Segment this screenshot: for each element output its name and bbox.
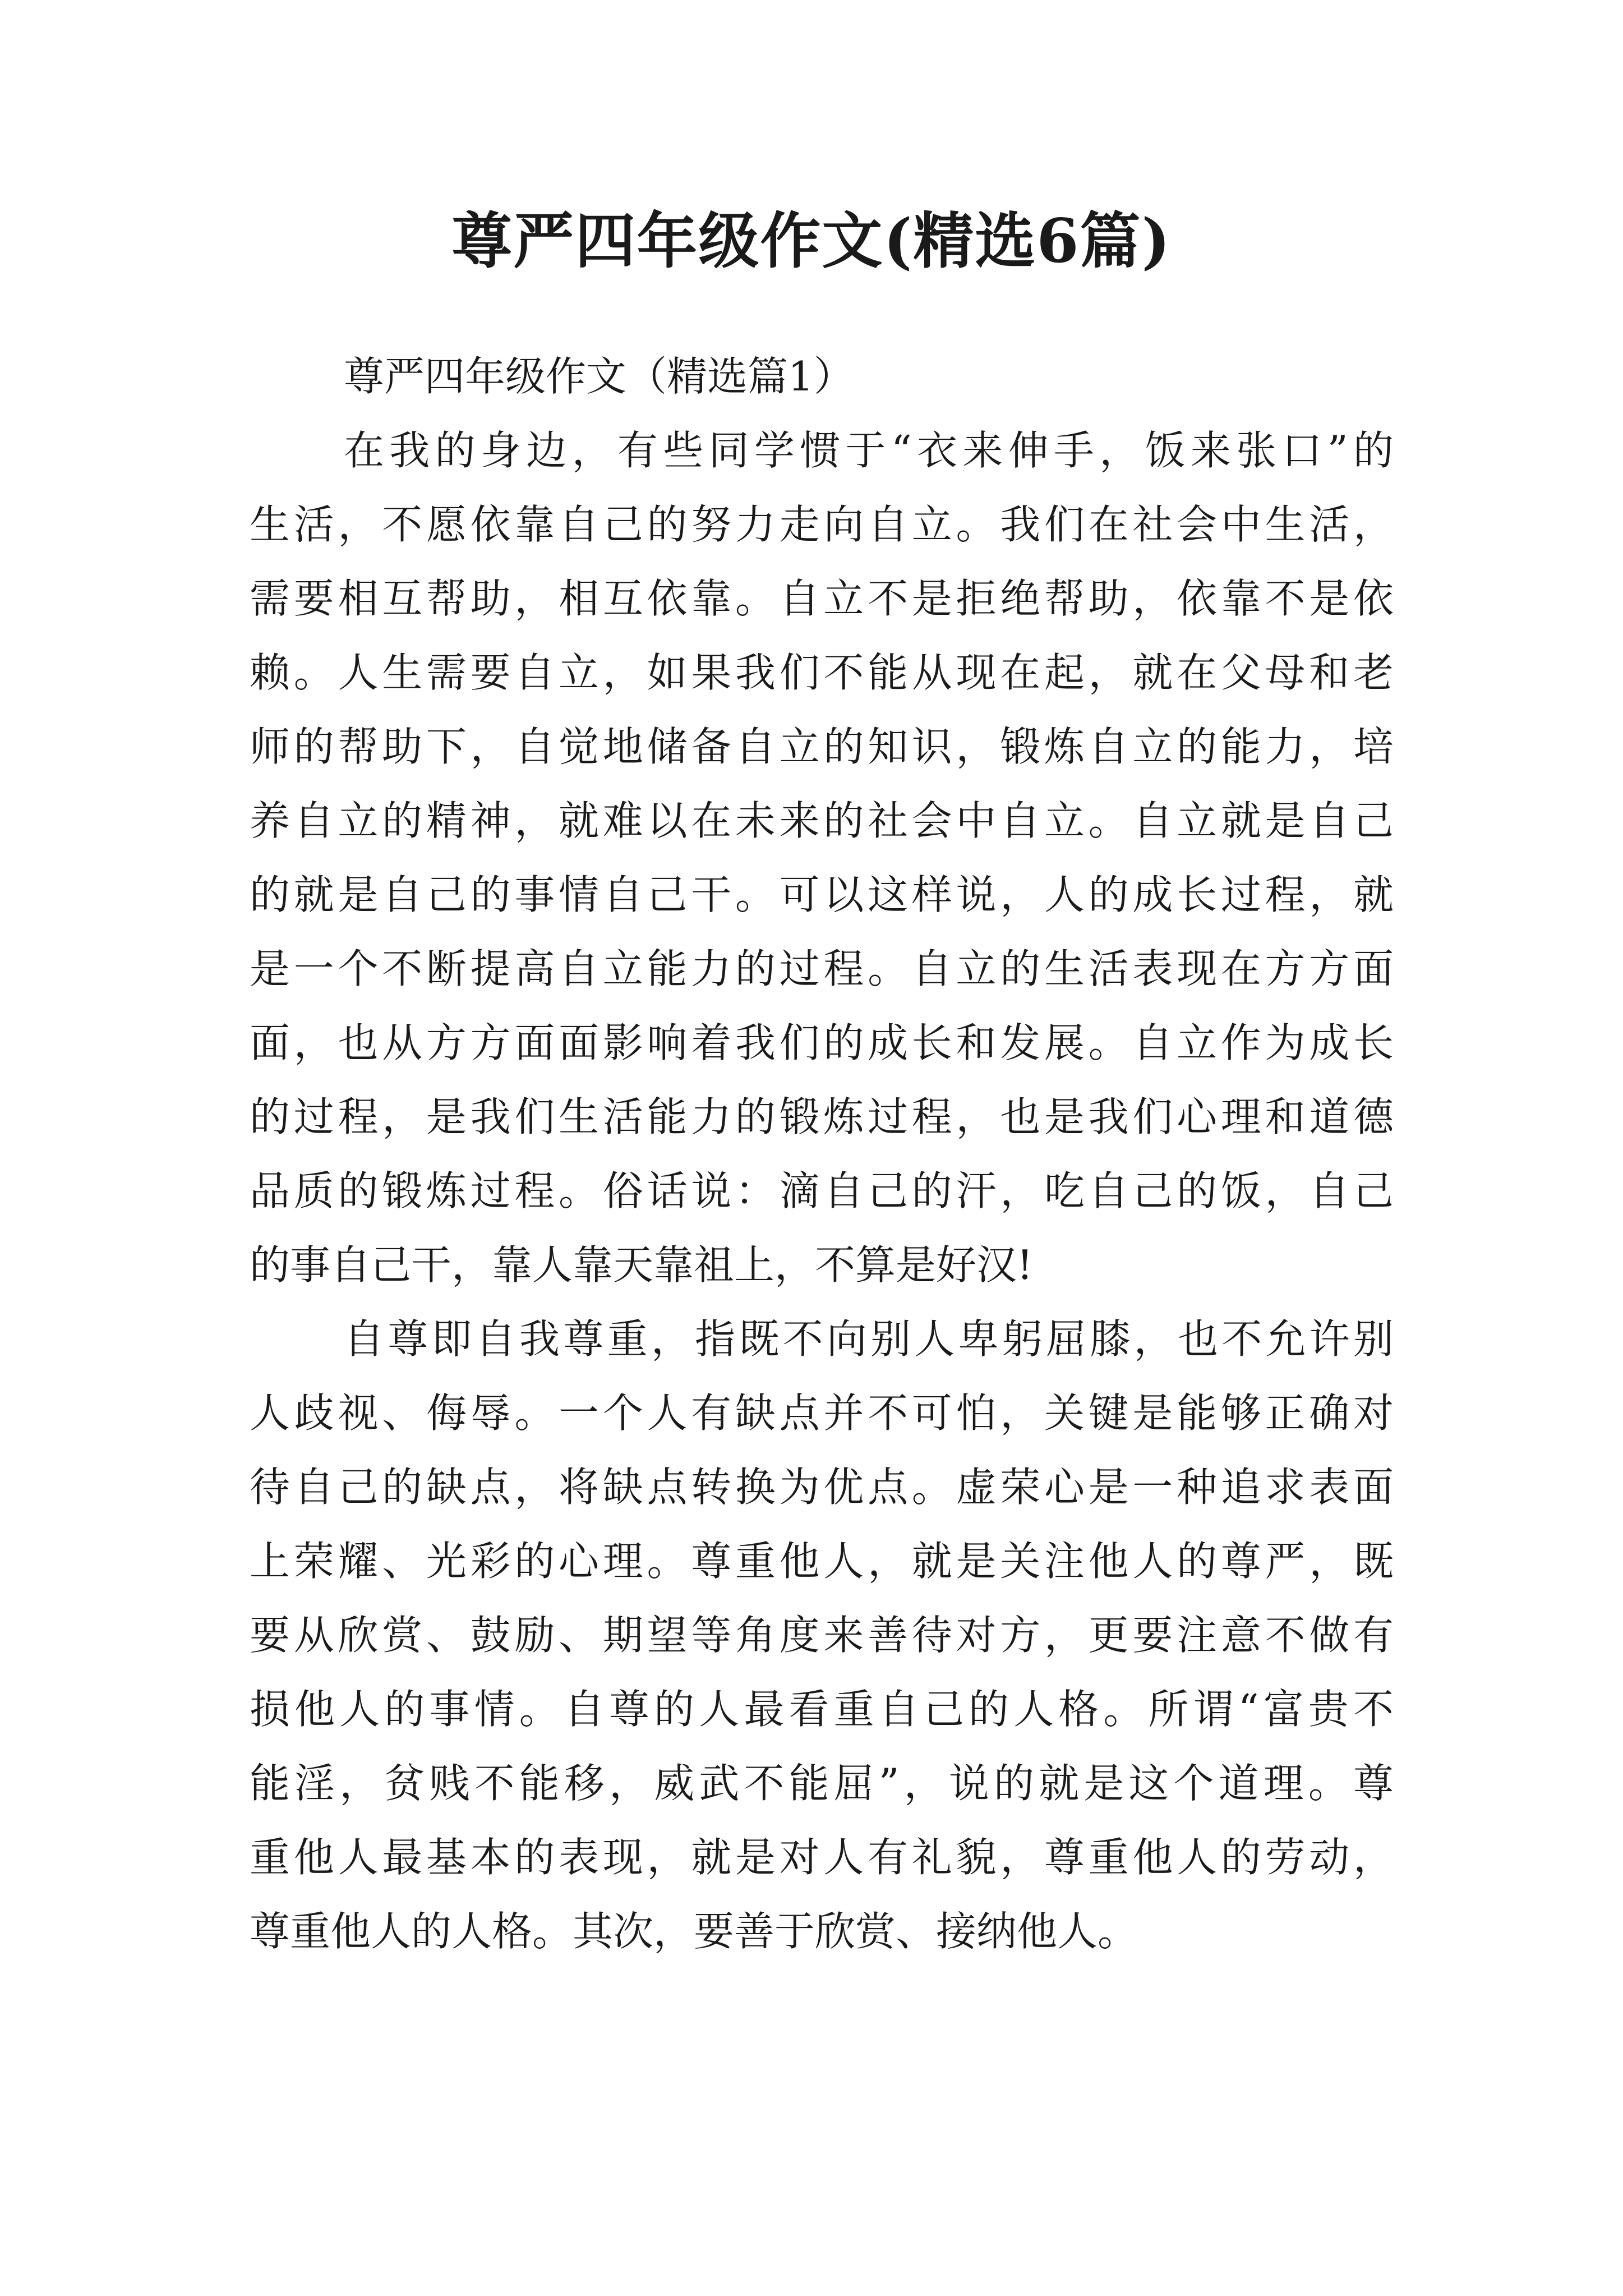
paragraph-line: 的过程，是我们生活能力的锻炼过程，也是我们心理和道德 xyxy=(250,1093,1394,1140)
section-heading: 尊严四年级作文（精选篇1） xyxy=(344,353,854,400)
paragraph-line: 品质的锻炼过程。俗话说：滴自己的汗，吃自己的饭，自己 xyxy=(250,1167,1394,1214)
paragraph-line: 重他人最基本的表现，就是对人有礼貌，尊重他人的劳动， xyxy=(250,1834,1394,1881)
paragraph xyxy=(250,1302,1394,1968)
paragraph-line: 要从欣赏、鼓励、期望等角度来善待对方，更要注意不做有 xyxy=(250,1612,1394,1659)
paragraph-line: 自尊即自我尊重，指既不向别人卑躬屈膝，也不允许别 xyxy=(344,1315,1394,1363)
paragraph-line: 能淫，贫贱不能移，威武不能屈”，说的就是这个道理。尊 xyxy=(250,1760,1394,1807)
paragraph-line: 师的帮助下，自觉地储备自立的知识，锻炼自立的能力，培 xyxy=(250,723,1394,770)
paragraph-line: 需要相互帮助，相互依靠。自立不是拒绝帮助，依靠不是依 xyxy=(250,575,1394,622)
paragraph-line: 尊重他人的人格。其次，要善于欣赏、接纳他人。 xyxy=(250,1908,1138,1955)
paragraph-line: 人歧视、侮辱。一个人有缺点并不可怕，关键是能够正确对 xyxy=(250,1389,1394,1437)
paragraph-line: 上荣耀、光彩的心理。尊重他人，就是关注他人的尊严，既 xyxy=(250,1538,1394,1585)
paragraph xyxy=(250,413,1394,1302)
paragraph-line: 养自立的精神，就难以在未来的社会中自立。自立就是自己 xyxy=(250,797,1394,844)
paragraph-line: 损他人的事情。自尊的人最看重自己的人格。所谓“富贵不 xyxy=(250,1686,1394,1733)
paragraph-line: 赖。人生需要自立，如果我们不能从现在起，就在父母和老 xyxy=(250,649,1394,696)
paragraph-line: 待自己的缺点，将缺点转换为优点。虚荣心是一种追求表面 xyxy=(250,1464,1394,1511)
document-title: 尊严四年级作文(精选6篇) xyxy=(451,206,1172,277)
paragraph-line: 生活，不愿依靠自己的努力走向自立。我们在社会中生活， xyxy=(250,501,1394,548)
paragraph-line: 在我的身边，有些同学惯于“衣来伸手，饭来张口”的 xyxy=(344,427,1394,474)
paragraph-line: 的就是自己的事情自己干。可以这样说，人的成长过程，就 xyxy=(250,871,1394,918)
paragraph-line: 的事自己干，靠人靠天靠祖上，不算是好汉! xyxy=(250,1241,1033,1289)
paragraph-line: 是一个不断提高自立能力的过程。自立的生活表现在方方面 xyxy=(250,945,1394,992)
document-body xyxy=(250,339,1394,1968)
paragraph-line: 面，也从方方面面影响着我们的成长和发展。自立作为成长 xyxy=(250,1019,1394,1066)
